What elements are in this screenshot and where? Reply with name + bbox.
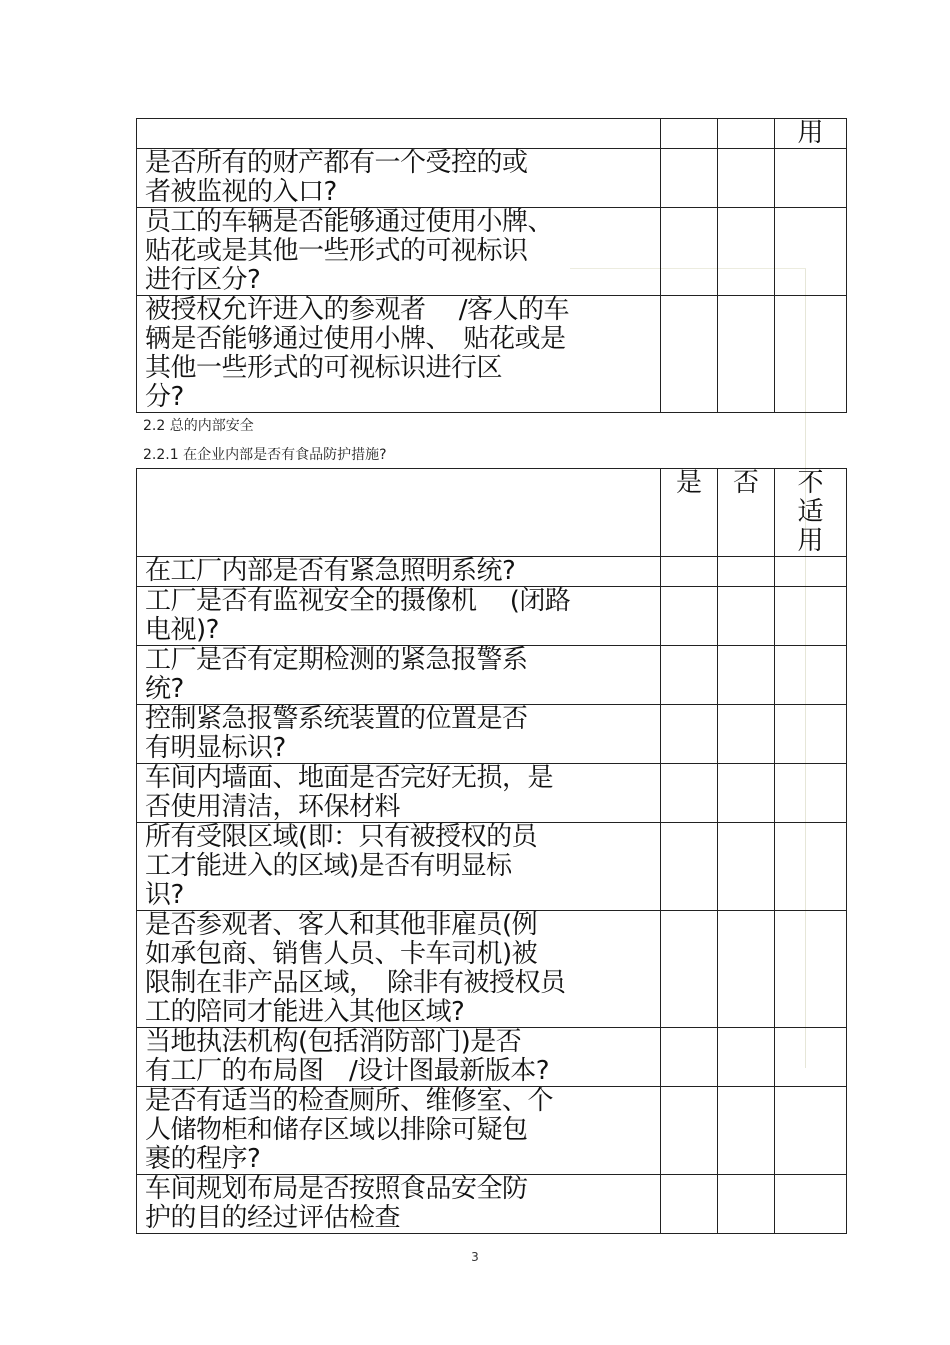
table-row: [137, 646, 847, 705]
header-na-cell: [775, 119, 847, 149]
answer-yes-cell[interactable]: [661, 587, 718, 646]
section-heading-2-2: 2.2 总的内部安全: [143, 418, 254, 434]
answer-yes-cell[interactable]: [661, 1087, 718, 1175]
answer-na-cell[interactable]: [775, 1175, 847, 1234]
table-row: [137, 587, 847, 646]
answer-no-cell[interactable]: [718, 1028, 775, 1087]
header-blank-cell: [137, 119, 661, 149]
question-text: 车间规划布局是否按照食品安全防 护的目的经过评估检查: [145, 1174, 528, 1233]
table-row: [137, 764, 847, 823]
answer-na-cell[interactable]: [775, 1028, 847, 1087]
answer-yes-cell[interactable]: [661, 823, 718, 911]
question-text: 控制紧急报警系统装置的位置是否 有明显标识?: [145, 704, 528, 763]
answer-no-cell[interactable]: [718, 646, 775, 705]
answer-yes-cell[interactable]: [661, 705, 718, 764]
answer-no-cell[interactable]: [718, 705, 775, 764]
answer-yes-cell[interactable]: [661, 557, 718, 587]
answer-no-cell[interactable]: [718, 1087, 775, 1175]
answer-na-cell[interactable]: [775, 208, 847, 296]
answer-na-cell[interactable]: [775, 1087, 847, 1175]
header-no-cell: [718, 119, 775, 149]
table-row: [137, 208, 847, 296]
answer-na-cell[interactable]: [775, 705, 847, 764]
table-row: [137, 1028, 847, 1087]
table-row: [137, 296, 847, 413]
answer-no-cell[interactable]: [718, 1175, 775, 1234]
question-text: 当地执法机构(包括消防部门)是否 有工厂的布局图 /设计图最新版本?: [145, 1027, 550, 1086]
answer-na-cell[interactable]: [775, 823, 847, 911]
question-text: 在工厂内部是否有紧急照明系统?: [145, 556, 516, 586]
checklist-table-1: [136, 118, 847, 413]
header-na-label: 用: [797, 118, 824, 148]
answer-na-cell[interactable]: [775, 149, 847, 208]
answer-no-cell[interactable]: [718, 764, 775, 823]
answer-no-cell[interactable]: [718, 149, 775, 208]
header-yes-cell: [661, 119, 718, 149]
table-row: [137, 911, 847, 1028]
answer-na-cell[interactable]: [775, 764, 847, 823]
question-text: 是否所有的财产都有一个受控的或 者被监视的入口?: [145, 148, 528, 207]
table-row: [137, 1175, 847, 1234]
answer-na-cell[interactable]: [775, 557, 847, 587]
answer-na-cell[interactable]: [775, 296, 847, 413]
answer-no-cell[interactable]: [718, 911, 775, 1028]
table-row: [137, 557, 847, 587]
answer-na-cell[interactable]: [775, 646, 847, 705]
answer-yes-cell[interactable]: [661, 296, 718, 413]
answer-no-cell[interactable]: [718, 208, 775, 296]
answer-yes-cell[interactable]: [661, 208, 718, 296]
table-row: [137, 1087, 847, 1175]
answer-yes-cell[interactable]: [661, 764, 718, 823]
header-na-label: 不适用: [797, 468, 824, 556]
question-text: 被授权允许进入的参观者 /客人的车 辆是否能够通过使用小牌、 贴花或是 其他一些形式的可视标识进行区 分?: [145, 295, 570, 412]
question-text: 车间内墙面、地面是否完好无损，是 否使用清洁，环保材料: [145, 763, 554, 822]
section-heading-2-2-1: 2.2.1 在企业内部是否有食品防护措施?: [143, 447, 387, 463]
checklist-table-2: [136, 468, 847, 1234]
question-text: 是否参观者、客人和其他非雇员(例 如承包商、销售人员、卡车司机)被 限制在非产品区域， 除非有被授权员 工的陪同才能进入其他区域?: [145, 910, 566, 1027]
table-header-row: [137, 119, 847, 149]
question-text: 员工的车辆是否能够通过使用小牌、 贴花或是其他一些形式的可视标识 进行区分?: [145, 207, 554, 295]
table-header-row: [137, 469, 847, 557]
question-text: 所有受限区域(即：只有被授权的员 工才能进入的区域)是否有明显标 识?: [145, 822, 538, 910]
question-text: 工厂是否有监视安全的摄像机 (闭路 电视)?: [145, 586, 571, 645]
answer-yes-cell[interactable]: [661, 149, 718, 208]
table-row: [137, 705, 847, 764]
question-text: 是否有适当的检查厕所、维修室、个 人储物柜和储存区域以排除可疑包 裹的程序?: [145, 1086, 554, 1174]
answer-na-cell[interactable]: [775, 911, 847, 1028]
header-yes-label: 是: [675, 468, 702, 498]
answer-no-cell[interactable]: [718, 587, 775, 646]
answer-no-cell[interactable]: [718, 823, 775, 911]
header-no-label: 否: [732, 468, 759, 498]
answer-yes-cell[interactable]: [661, 646, 718, 705]
table-row: [137, 823, 847, 911]
question-text: 工厂是否有定期检测的紧急报警系 统?: [145, 645, 528, 704]
answer-na-cell[interactable]: [775, 587, 847, 646]
answer-yes-cell[interactable]: [661, 911, 718, 1028]
answer-no-cell[interactable]: [718, 296, 775, 413]
answer-yes-cell[interactable]: [661, 1028, 718, 1087]
table-row: [137, 149, 847, 208]
answer-yes-cell[interactable]: [661, 1175, 718, 1234]
answer-no-cell[interactable]: [718, 557, 775, 587]
page-number: 3: [471, 1250, 479, 1264]
header-blank-cell: [137, 469, 661, 557]
